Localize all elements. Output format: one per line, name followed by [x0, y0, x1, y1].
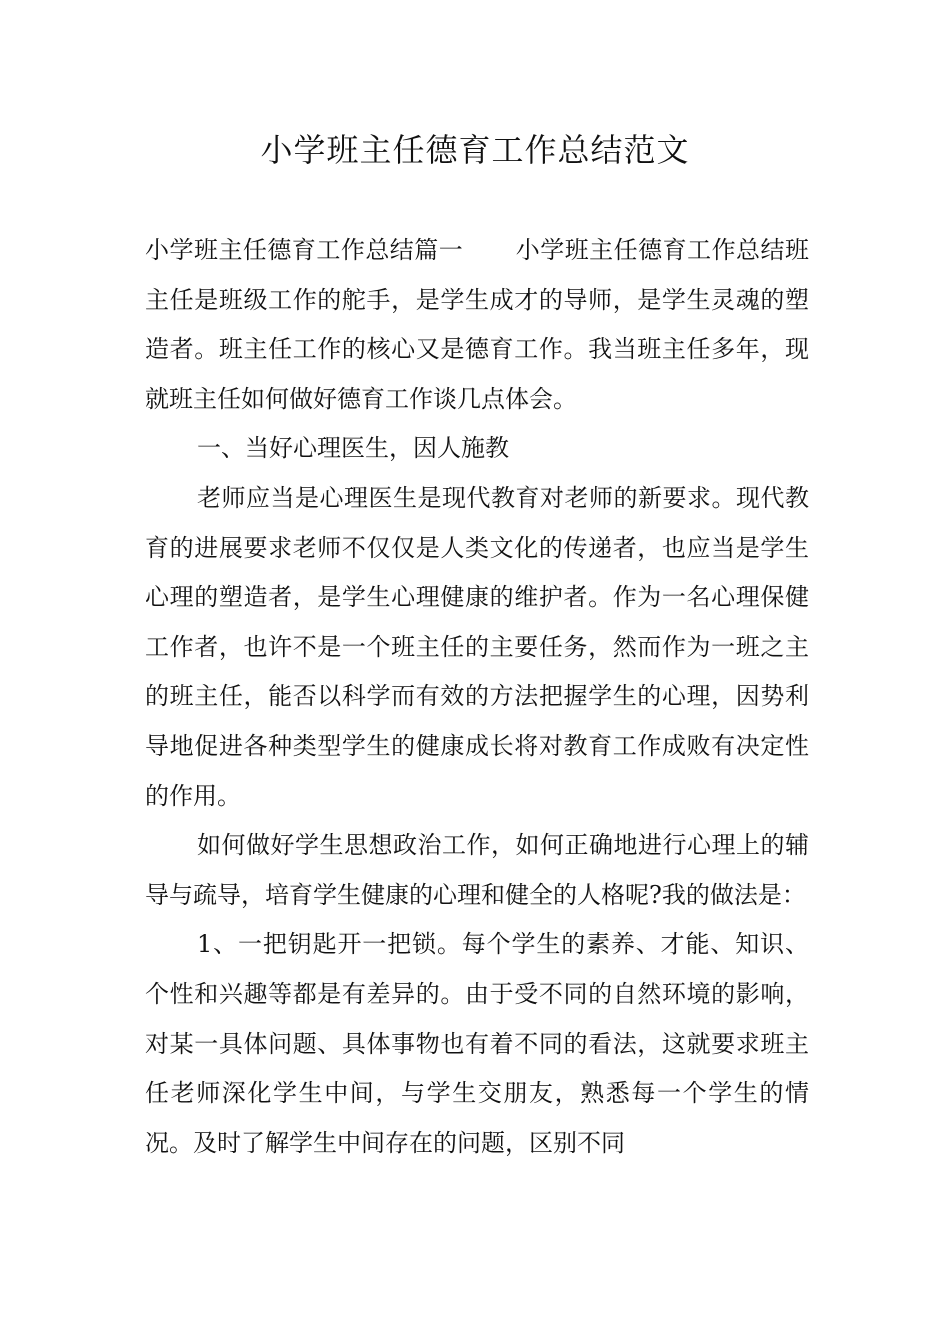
document-title: 小学班主任德育工作总结范文 — [260, 131, 690, 169]
intro-text: 小学班主任德育工作总结班主任是班级工作的舵手，是学生成才的导师，是学生灵魂的塑造者。班主任工作的核心又是德育工作。我当班主任多年，现就班主任如何做好德育工作谈几点体会。 — [145, 236, 810, 413]
intro-heading: 小学班主任德育工作总结篇一 — [145, 236, 464, 264]
section-heading-1: 一、当好心理医生，因人施教 — [197, 434, 509, 463]
intro-paragraph — [145, 226, 809, 424]
document-body — [145, 226, 809, 1168]
body-paragraph: 如何做好学生思想政治工作，如何正确地进行心理上的辅导与疏导，培育学生健康的心理和健全的人格呢?我的做法是： — [145, 831, 809, 909]
body-paragraph: 老师应当是心理医生是现代教育对老师的新要求。现代教育的进展要求老师不仅仅是人类文化的传递者，也应当是学生心理的塑造者，是学生心理健康的维护者。作为一名心理保健工作者，也许不是一个班主任的主要任务，然而作为一班之主的班主任，能否以科学而有效的方法把握学生的心理，因势利导地促进各种类型学生的健康成长将对教育工作成败有决定性的作用。 — [145, 483, 809, 810]
body-paragraph: 1、一把钥匙开一把锁。每个学生的素养、才能、知识、个性和兴趣等都是有差异的。由于受不同的自然环境的影响，对某一具体问题、具体事物也有着不同的看法，这就要求班主任老师深化学生中间，与学生交朋友，熟悉每一个学生的情况。及时了解学生中间存在的问题，区别不同 — [145, 930, 809, 1157]
